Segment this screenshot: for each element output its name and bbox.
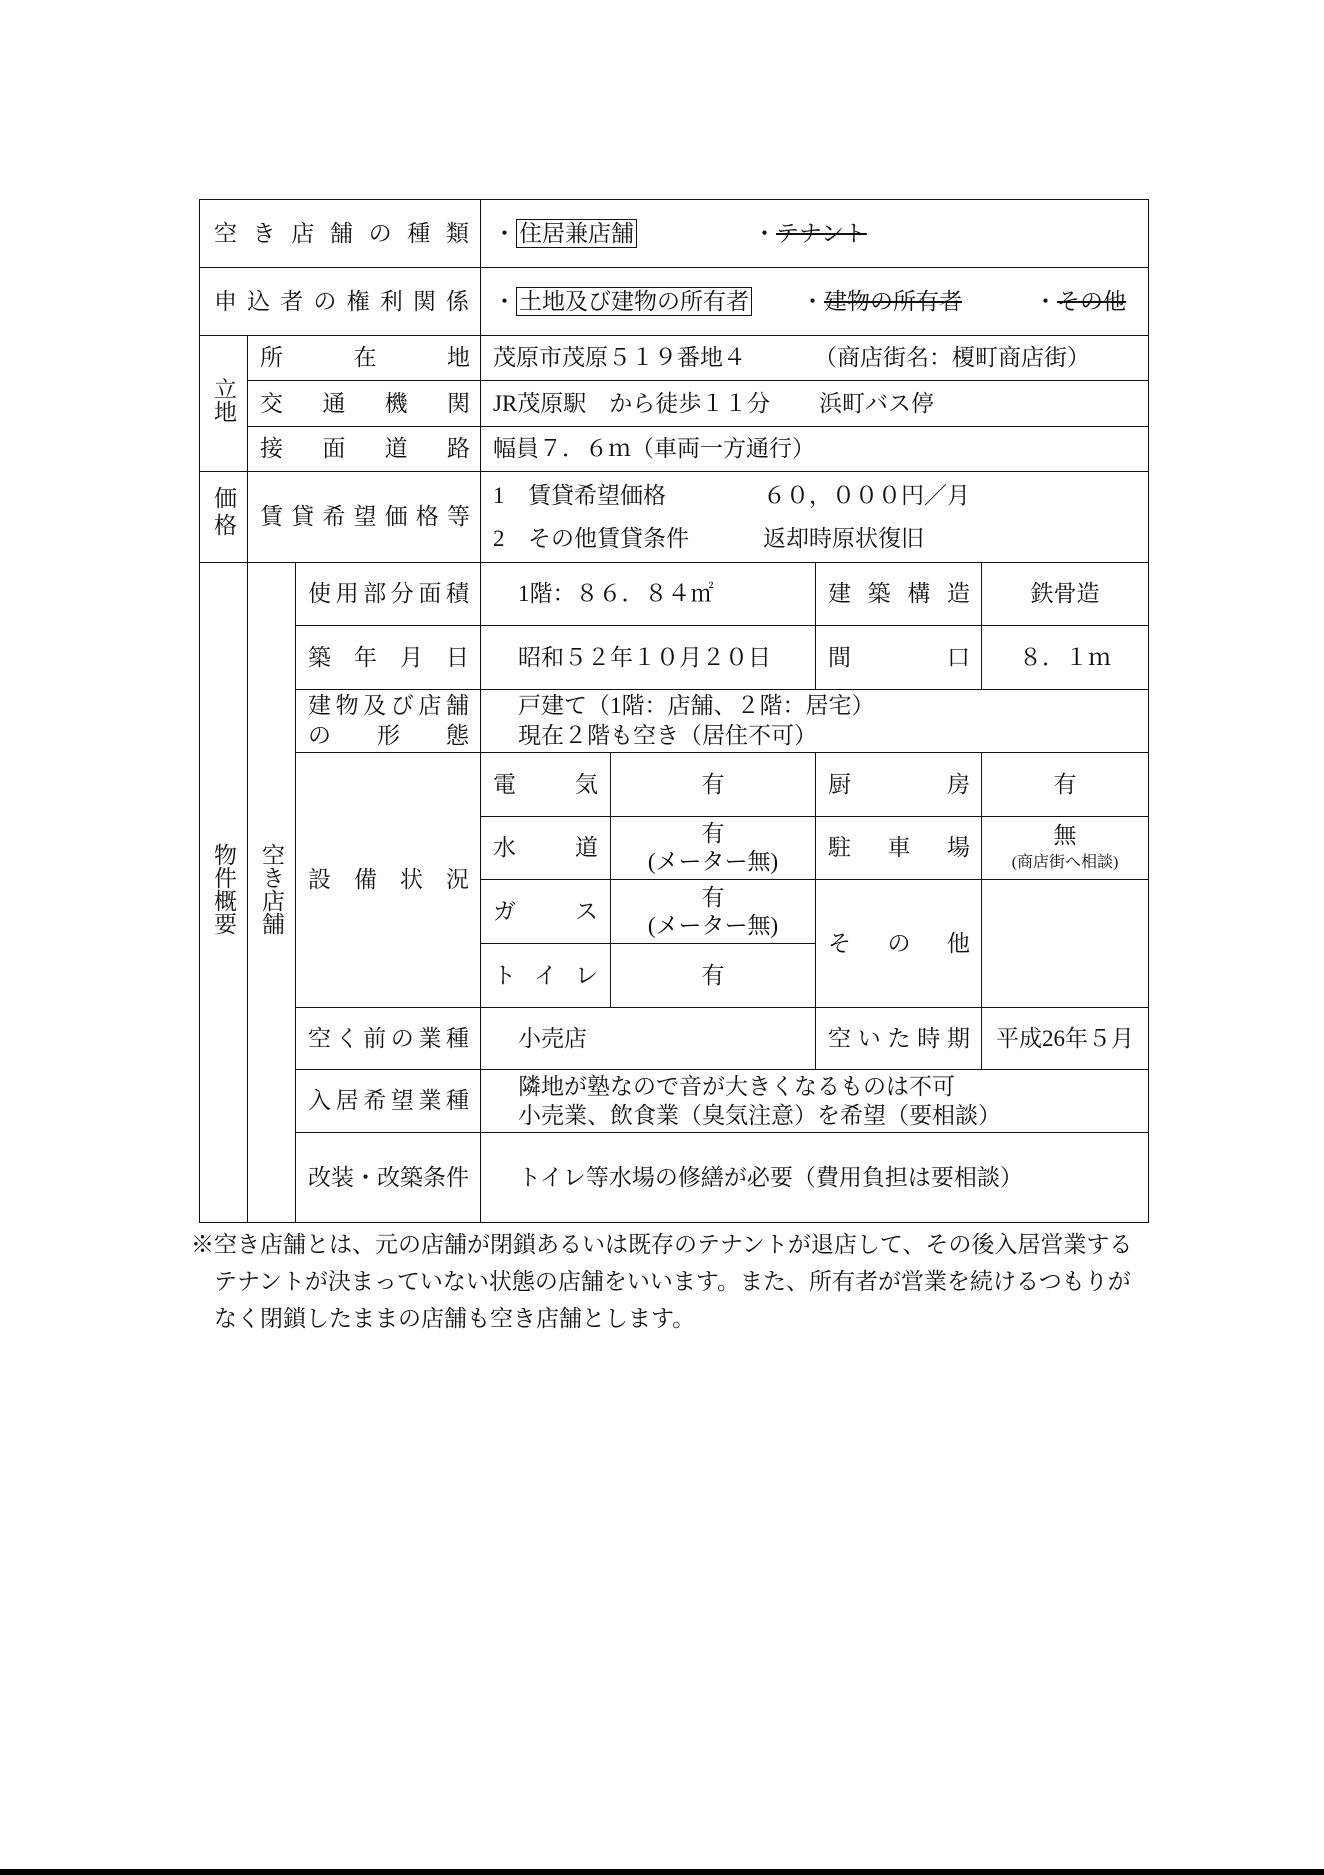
address-value-cell	[481, 336, 1149, 381]
label-char: き	[252, 220, 276, 246]
built-date-value: 昭和５２年１０月２０日	[518, 644, 772, 670]
label-char: 備	[354, 867, 377, 893]
built-date-label-cell	[296, 626, 481, 690]
desired-business-line: 小売業、飲食業（臭気注意）を希望（要相談）	[518, 1103, 1002, 1128]
road-row	[200, 427, 1149, 472]
label-char: 利	[379, 288, 403, 314]
price-line	[493, 517, 1148, 560]
building-form-value-line: 現在２階も空き（居住不可）	[518, 723, 818, 748]
label-char: 接	[260, 436, 283, 462]
label-char: の	[313, 288, 337, 314]
store-type-row	[200, 200, 1149, 268]
toilet-label	[493, 961, 598, 991]
property-section-cell	[200, 563, 248, 1223]
label-char: 築	[308, 644, 331, 670]
label-char: 係	[445, 288, 469, 314]
parking-value-cell	[982, 817, 1149, 880]
price-item-value: 返却時原状復旧	[763, 526, 925, 551]
structure-label	[828, 579, 970, 609]
store-type-option-text: テナント	[776, 220, 867, 246]
label-char: 交	[260, 390, 283, 416]
transport-label	[260, 389, 470, 419]
road-label-cell	[248, 427, 481, 472]
label-char: 店	[418, 693, 442, 718]
water-note: (メーター無)	[647, 849, 779, 874]
label-char: 入	[308, 1088, 331, 1114]
label-char: 房	[947, 771, 971, 797]
property-section-label: 物件概要	[211, 842, 236, 935]
label-char: 機	[384, 390, 408, 416]
gas-value: 有	[701, 884, 725, 910]
building-form-label-cell	[296, 690, 481, 753]
label-char: 月	[400, 644, 423, 670]
label-char: 空	[308, 1025, 331, 1051]
renovation-value: トイレ等水場の修繕が必要（費用負担は要相談）	[518, 1164, 1023, 1190]
applicant-rights-options	[493, 287, 1148, 317]
label-char: 水	[493, 835, 517, 861]
label-char: 舗	[445, 693, 469, 718]
facilities-label-cell	[296, 753, 481, 1008]
transport-value-cell	[481, 381, 1149, 427]
option-bullet: ・	[801, 288, 825, 314]
label-char: 間	[828, 644, 852, 670]
water-value: 有	[701, 821, 725, 846]
label-char: 車	[887, 835, 911, 861]
water-value-cell	[611, 817, 816, 880]
label-char: 空	[214, 220, 237, 246]
price-item-label: 賃貸希望価格	[528, 483, 667, 508]
water-label-cell	[481, 817, 611, 880]
label-char: ガ	[493, 898, 517, 924]
parking-value: 無	[1053, 823, 1077, 848]
label-char: 道	[575, 835, 599, 861]
structure-label-cell	[816, 563, 982, 626]
gas-label-cell	[481, 880, 611, 944]
floor-area-label	[308, 579, 469, 609]
label-char: 構	[907, 581, 931, 607]
store-type-option-tenant	[753, 219, 867, 249]
address-value-line	[493, 343, 1148, 373]
price-row	[200, 472, 1149, 563]
previous-business-value-cell	[481, 1008, 816, 1070]
label-char: 面	[418, 581, 442, 607]
gas-note: (メーター無)	[647, 912, 779, 938]
previous-business-label-cell	[296, 1008, 481, 1070]
road-value-cell	[481, 427, 1149, 472]
kitchen-label-cell	[816, 753, 982, 817]
label-char: ス	[575, 898, 599, 924]
price-label	[260, 502, 470, 532]
label-char: 部	[363, 581, 387, 607]
label-char: 気	[575, 771, 599, 797]
label-char: 条	[423, 1164, 446, 1190]
kitchen-value-cell	[982, 753, 1149, 817]
label-char: 件	[446, 1164, 469, 1190]
footnote-line: テナントが決まっていない状態の店舗をいいます。また、所有者が営業を続けるつもりが	[214, 1269, 1131, 1294]
building-form-label-line	[308, 691, 469, 721]
label-char: 種	[445, 1088, 469, 1114]
label-char: 況	[446, 867, 469, 893]
label-char: 通	[322, 390, 346, 416]
option-bullet: ・	[1034, 288, 1058, 314]
label-char: 用	[335, 581, 359, 607]
label-char: 店	[291, 220, 315, 246]
gas-label	[493, 897, 598, 927]
label-char: 居	[335, 1088, 359, 1114]
label-char: 電	[493, 771, 517, 797]
price-section-cell	[200, 472, 248, 563]
label-char: 設	[308, 867, 331, 893]
electricity-label	[493, 770, 598, 800]
frontage-label-cell	[816, 626, 982, 690]
label-char: 状	[400, 867, 423, 893]
vacated-label	[828, 1024, 970, 1054]
desired-business-label-cell	[296, 1070, 481, 1133]
price-label-cell	[248, 472, 481, 563]
label-char: 希	[322, 504, 346, 530]
store-type-options	[493, 219, 1148, 249]
other-value-cell	[982, 880, 1149, 1008]
label-char: 賃	[260, 504, 283, 530]
electricity-row	[200, 753, 1149, 817]
water-label	[493, 833, 598, 863]
label-char: 形	[377, 723, 400, 748]
label-char: 場	[947, 835, 971, 861]
label-char: 等	[446, 504, 470, 530]
applicant-rights-value-cell	[481, 268, 1149, 336]
bus-stop: 浜町バス停	[819, 390, 935, 416]
label-char: 舗	[329, 220, 353, 246]
label-char: 期	[947, 1025, 971, 1051]
label-char: 価	[384, 504, 408, 530]
label-char: 時	[917, 1025, 941, 1051]
built-date-label	[308, 643, 469, 673]
frontage-value-cell	[982, 626, 1149, 690]
price-item-value: ６０，０００円／月	[763, 483, 971, 508]
shopping-street-name: （商店街名：榎町商店街）	[814, 345, 1091, 371]
electricity-value: 有	[701, 771, 725, 797]
label-char: の	[390, 1025, 414, 1051]
label-char: 積	[445, 581, 469, 607]
road-label	[260, 434, 470, 464]
label-char: 種	[407, 220, 431, 246]
renovation-row	[200, 1133, 1149, 1223]
address-row	[200, 336, 1149, 381]
building-form-value-line: 戸建て（1階：店舗、２階：居宅）	[518, 693, 875, 718]
transport-value: JR茂原駅 から徒歩１１分	[493, 390, 771, 416]
parking-note: (商店街へ相談)	[1011, 854, 1119, 871]
building-form-row	[200, 690, 1149, 753]
option-bullet: ・	[493, 288, 517, 314]
label-char: 類	[445, 220, 469, 246]
label-char: 在	[353, 345, 377, 371]
store-type-label	[214, 219, 469, 249]
location-section-cell	[200, 336, 248, 472]
electricity-label-cell	[481, 753, 611, 817]
label-char: 込	[247, 288, 271, 314]
label-char: 者	[280, 288, 304, 314]
rights-option-text: その他	[1057, 288, 1127, 314]
label-char: 申	[214, 288, 237, 314]
floor-area-value-cell	[481, 563, 816, 626]
renovation-label	[308, 1163, 469, 1193]
rights-option-land-and-building-owner	[493, 287, 801, 317]
label-char: 望	[353, 504, 377, 530]
transport-row	[200, 381, 1149, 427]
renovation-label-cell	[296, 1133, 481, 1223]
label-char: く	[335, 1025, 359, 1051]
label-char: 分	[390, 581, 414, 607]
page-bottom-edge-line	[0, 1869, 1324, 1875]
toilet-value-cell	[611, 944, 816, 1008]
store-type-value-cell	[481, 200, 1149, 268]
previous-business-label	[308, 1024, 469, 1054]
label-char: 関	[446, 390, 470, 416]
label-char: 空	[828, 1025, 852, 1051]
label-char: 厨	[828, 771, 852, 797]
built-date-row	[200, 626, 1149, 690]
label-char: ト	[493, 962, 517, 988]
building-form-label-line	[308, 721, 469, 751]
desired-business-value-cell	[481, 1070, 1149, 1133]
label-char: い	[857, 1025, 881, 1051]
desired-business-line: 隣地が塾なので音が大きくなるものは不可	[518, 1074, 956, 1099]
label-char: 関	[412, 288, 436, 314]
vacant-store-section-label: 空き店舗	[259, 842, 284, 935]
rights-option-text: 建物の所有者	[824, 288, 963, 314]
label-char: 改	[308, 1164, 331, 1190]
store-type-option-residence-shop	[493, 219, 753, 249]
label-char: ・	[354, 1164, 377, 1190]
other-facilities-label	[828, 929, 970, 959]
rights-option-other	[1034, 287, 1126, 317]
label-char: そ	[828, 930, 852, 956]
label-char: 望	[390, 1088, 414, 1114]
frontage-value: ８．１ｍ	[1019, 644, 1112, 670]
label-char: 造	[946, 581, 970, 607]
label-char: イ	[534, 962, 558, 988]
price-item-number: 2	[493, 526, 505, 551]
desired-business-row	[200, 1070, 1149, 1133]
option-bullet: ・	[493, 220, 517, 246]
label-char: 所	[260, 345, 283, 371]
electricity-value-cell	[611, 753, 816, 817]
label-char: レ	[575, 962, 599, 988]
label-char: 面	[322, 436, 346, 462]
label-char: 築	[867, 581, 891, 607]
address-value: 茂原市茂原５１９番地４	[493, 345, 747, 371]
label-char: 業	[418, 1025, 442, 1051]
built-date-value-cell	[481, 626, 816, 690]
label-char: 他	[947, 930, 971, 956]
label-char: び	[390, 693, 414, 718]
label-char: 築	[400, 1164, 423, 1190]
building-form-value-cell	[481, 690, 1149, 753]
address-label	[260, 343, 470, 373]
transport-label-cell	[248, 381, 481, 427]
option-bullet: ・	[753, 220, 777, 246]
structure-value: 鉄骨造	[1030, 581, 1100, 607]
applicant-rights-row	[200, 268, 1149, 336]
vacated-label-cell	[816, 1008, 982, 1070]
price-item-number: 1	[493, 483, 505, 508]
toilet-label-cell	[481, 944, 611, 1008]
label-char: 駐	[828, 835, 852, 861]
facilities-label	[308, 865, 469, 895]
applicant-rights-label-cell	[200, 268, 481, 336]
label-char: 使	[308, 581, 331, 607]
previous-business-value: 小売店	[518, 1025, 588, 1051]
other-label-cell	[816, 880, 982, 1008]
vacant-store-section-cell	[248, 563, 296, 1223]
address-label-cell	[248, 336, 481, 381]
label-char: の	[308, 723, 331, 748]
label-char: 物	[335, 693, 359, 718]
label-char: 年	[354, 644, 377, 670]
price-section-label: 価格	[211, 486, 236, 541]
floor-area-label-cell	[296, 563, 481, 626]
label-char: 口	[947, 644, 971, 670]
label-char: 路	[446, 436, 470, 462]
store-type-option-text: 住居兼店舗	[516, 219, 637, 249]
footnote	[191, 1226, 1132, 1337]
rights-option-text: 土地及び建物の所有者	[516, 287, 752, 317]
price-item-label: その他賃貸条件	[528, 526, 690, 551]
label-char: 日	[446, 644, 469, 670]
vacant-store-info-table	[199, 199, 1149, 1223]
label-char: 種	[445, 1025, 469, 1051]
label-char: 希	[363, 1088, 387, 1114]
frontage-label	[828, 643, 970, 673]
label-char: 権	[346, 288, 370, 314]
floor-area-value: 1階：８６．８４㎡	[518, 581, 714, 607]
footnote-line: ※空き店舗とは、元の店舗が閉鎖あるいは既存のテナントが退店して、その後入居営業する	[191, 1232, 1133, 1257]
label-char: 格	[415, 504, 439, 530]
transport-value-line	[493, 389, 1148, 419]
store-type-label-cell	[200, 200, 481, 268]
kitchen-label	[828, 770, 970, 800]
vacated-value: 平成26年５月	[996, 1025, 1135, 1051]
applicant-rights-label	[214, 287, 469, 317]
label-char: 装	[331, 1164, 354, 1190]
previous-business-row	[200, 1008, 1149, 1070]
floor-area-row	[200, 563, 1149, 626]
vacated-value-cell	[982, 1008, 1149, 1070]
renovation-value-cell	[481, 1133, 1149, 1223]
parking-label-cell	[816, 817, 982, 880]
toilet-value: 有	[701, 962, 725, 988]
label-char: た	[887, 1025, 911, 1051]
label-char: 建	[308, 693, 331, 718]
gas-value-cell	[611, 880, 816, 944]
parking-label	[828, 833, 970, 863]
label-char: 貸	[291, 504, 315, 530]
road-value: 幅員７．６ｍ（車両一方通行）	[493, 436, 816, 462]
price-line	[493, 474, 1148, 517]
label-char: の	[368, 220, 392, 246]
label-char: 態	[446, 723, 469, 748]
kitchen-value: 有	[1053, 771, 1077, 797]
label-char: 改	[377, 1164, 400, 1190]
rights-option-building-owner	[801, 287, 1034, 317]
structure-value-cell	[982, 563, 1149, 626]
label-char: 道	[384, 436, 408, 462]
label-char: 地	[447, 345, 470, 371]
label-char: 業	[418, 1088, 442, 1114]
desired-business-label	[308, 1086, 469, 1116]
location-section-label: 立地	[211, 376, 236, 423]
footnote-line: なく閉鎖したままの店舗も空き店舗とします。	[214, 1306, 696, 1331]
label-char: 及	[363, 693, 387, 718]
label-char: の	[887, 930, 911, 956]
price-value-cell	[481, 472, 1149, 563]
label-char: 建	[828, 581, 852, 607]
label-char: 前	[363, 1025, 387, 1051]
